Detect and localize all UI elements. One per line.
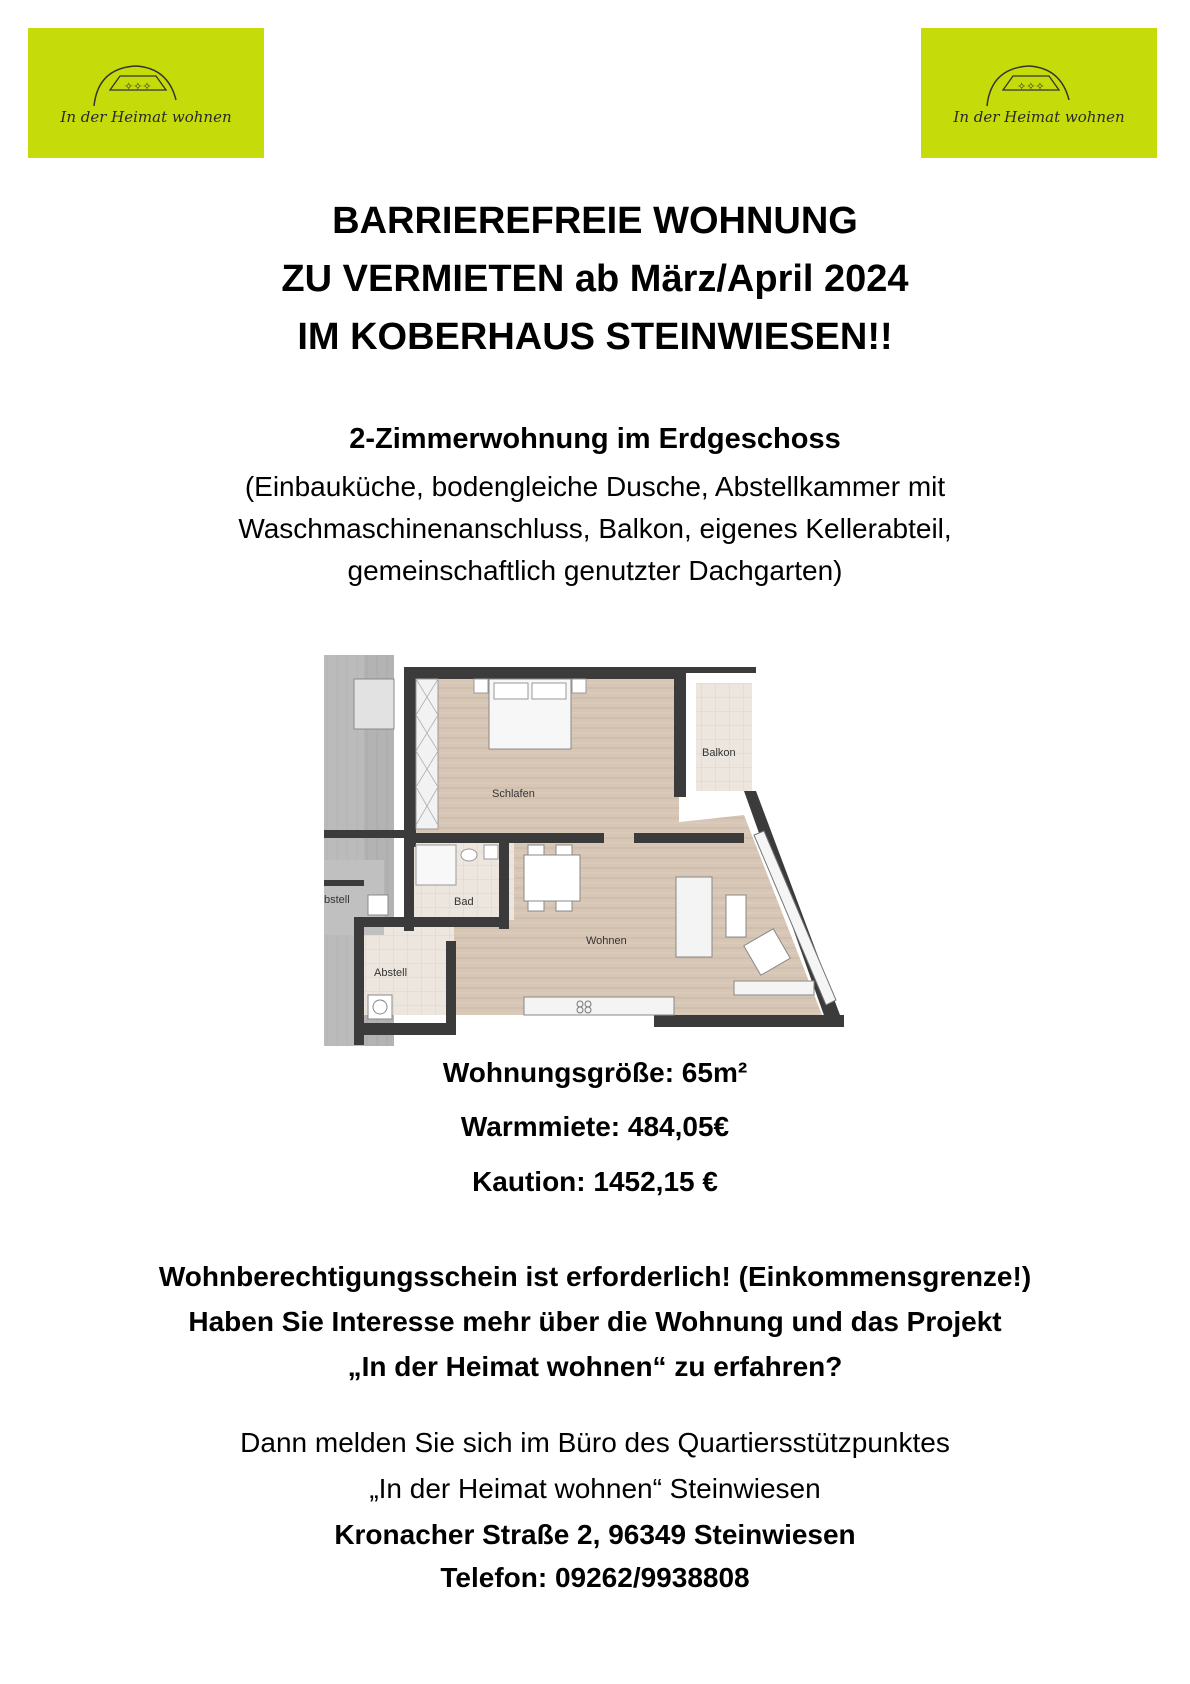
features-line-1: (Einbauküche, bodengleiche Dusche, Abstellkammer mit <box>244 471 946 502</box>
kitchen-counter <box>524 997 674 1015</box>
house-logo-icon <box>921 28 1157 158</box>
deposit: Kaution: 1452,15 € <box>472 1166 718 1197</box>
logo-text: In der Heimat wohnen <box>60 108 232 126</box>
svg-text:✧✧✧: ✧✧✧ <box>124 81 152 93</box>
apartment-title: 2-Zimmerwohnung im Erdgeschoss <box>349 423 841 455</box>
requirements-line-2: Haben Sie Interesse mehr über die Wohnung und das Projekt <box>188 1306 1002 1337</box>
headline-line-3: IM KOBERHAUS STEINWIESEN!! <box>297 316 893 358</box>
warm-rent: Warmmiete: 484,05€ <box>460 1111 730 1142</box>
requirements-line-1: Wohnberechtigungsschein ist erforderlich! (Einkommensgrenze!) <box>158 1261 1032 1292</box>
headline-line-2: ZU VERMIETEN ab März/April 2024 <box>281 258 909 300</box>
logo-right <box>921 28 1157 158</box>
label-abstell: Abstell <box>374 967 408 979</box>
floor-plan <box>324 655 880 1046</box>
label-schlafen: Schlafen <box>492 788 535 800</box>
contact-line-1: Dann melden Sie sich im Büro des Quartiersstützpunktes <box>240 1427 950 1458</box>
balcony-floor <box>696 683 752 791</box>
logo-left <box>28 28 264 158</box>
svg-text:✧✧✧: ✧✧✧ <box>1017 81 1045 93</box>
contact-address: Kronacher Straße 2, 96349 Steinwiesen <box>334 1519 856 1550</box>
dining-table <box>524 855 580 901</box>
label-balkon: Balkon <box>702 747 736 759</box>
features-line-2: Waschmaschinenanschluss, Balkon, eigenes Kellerabteil, <box>238 513 952 544</box>
requirements <box>0 1254 1190 1389</box>
label-bad: Bad <box>454 896 474 908</box>
apartment-size: Wohnungsgröße: 65m² <box>442 1057 748 1088</box>
apartment-features <box>0 466 1190 592</box>
logo-text: In der Heimat wohnen <box>953 108 1125 126</box>
headline <box>0 192 1190 366</box>
sofa <box>676 877 712 957</box>
contact-block <box>0 1420 1190 1558</box>
label-wohnen: Wohnen <box>586 935 627 947</box>
headline-line-1: BARRIEREFREIE WOHNUNG <box>332 200 858 242</box>
requirements-line-3: „In der Heimat wohnen“ zu erfahren? <box>347 1351 843 1382</box>
features-line-3: gemeinschaftlich genutzter Dachgarten) <box>347 555 843 586</box>
house-logo-icon <box>28 28 264 158</box>
contact-line-2: „In der Heimat wohnen“ Steinwiesen <box>369 1473 821 1504</box>
contact-phone: Telefon: 09262/9938808 <box>440 1562 750 1593</box>
label-neighbor-abstell: bstell <box>324 894 350 906</box>
